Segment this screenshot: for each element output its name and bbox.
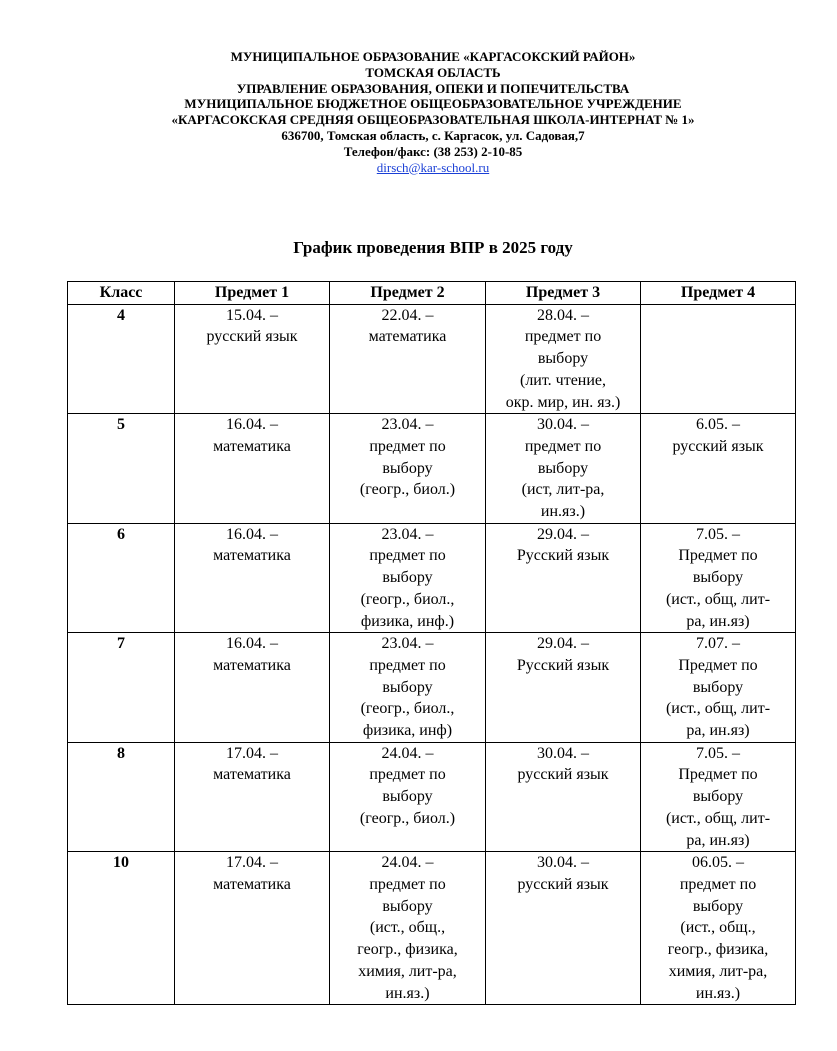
cell-text-line: Предмет по [678, 766, 758, 784]
cell-text-line: 06.05. – [692, 854, 744, 872]
cell-text-line: физика, инф) [362, 722, 453, 740]
class-cell: 4 [68, 304, 175, 414]
cell-text-line: выбору [382, 569, 433, 587]
cell-text-line: математика [213, 656, 291, 674]
table-row [68, 414, 796, 524]
letterhead-institution-type: МУНИЦИПАЛЬНОЕ БЮДЖЕТНОЕ ОБЩЕОБРАЗОВАТЕЛЬНОЕ УЧРЕЖДЕНИЕ [184, 96, 682, 112]
cell-text-line: 16.04. – [226, 635, 278, 653]
letterhead-department: УПРАВЛЕНИЕ ОБРАЗОВАНИЯ, ОПЕКИ И ПОПЕЧИТЕЛЬСТВА [236, 80, 630, 96]
cell-text-line: выбору [692, 897, 744, 915]
cell-text-line: ин.яз.) [385, 984, 430, 1002]
table-row [68, 742, 796, 852]
cell-text-line: 30.04. – [537, 416, 589, 434]
cell-text-line: выбору [692, 678, 744, 696]
table-row [68, 523, 796, 633]
cell-text-line: 16.04. – [226, 416, 278, 434]
cell-text-line: (ист., общ, лит- [665, 590, 771, 608]
cell-text-line: выбору [692, 569, 744, 587]
cell-text-line: (геогр., биол.) [359, 481, 456, 499]
table-row [68, 852, 796, 1005]
class-cell: 10 [68, 852, 175, 1005]
cell-text-line: ра, ин.яз) [686, 722, 750, 740]
cell-text-line: (ист, лит-ра, [521, 481, 605, 499]
cell-text-line: ра, ин.яз) [686, 612, 750, 630]
class-cell: 6 [68, 523, 175, 633]
cell-text-line: предмет по [369, 656, 446, 674]
cell-text-line: (ист., общ, лит- [665, 700, 771, 718]
subject-1-cell [175, 633, 330, 743]
letterhead-email-line [0, 160, 837, 176]
subject-1-cell [175, 414, 330, 524]
table-header-row [68, 282, 796, 305]
cell-text-line: геогр., физика, [357, 941, 458, 959]
subject-3-cell [486, 414, 641, 524]
table-row [68, 633, 796, 743]
cell-text-line: 24.04. – [381, 854, 434, 872]
cell-text-line: выбору [382, 897, 433, 915]
cell-text-line: 30.04. – [537, 854, 589, 872]
cell-text-line: математика [213, 875, 291, 893]
cell-text-line: предмет по [369, 766, 446, 784]
cell-text-line: (геогр., биол., [360, 700, 455, 718]
cell-text-line: 23.04. – [381, 416, 434, 434]
subject-4-cell [641, 304, 796, 414]
email-link[interactable]: dirsch@kar-school.ru [376, 159, 490, 175]
subject-2-cell [330, 742, 486, 852]
letterhead [0, 49, 837, 175]
cell-text-line: ин.яз.) [540, 503, 586, 521]
subject-3-cell [486, 742, 641, 852]
table-row [68, 304, 796, 414]
subject-3-cell [486, 852, 641, 1005]
cell-text-line: математика [213, 437, 291, 455]
cell-text-line: выбору [382, 678, 433, 696]
subject-2-cell [330, 304, 486, 414]
cell-text-line: (геогр., биол., [360, 590, 455, 608]
cell-text-line: (ист., общ, лит- [665, 809, 771, 827]
subject-2-cell [330, 523, 486, 633]
cell-text-line: 28.04. – [537, 306, 589, 324]
class-cell: 5 [68, 414, 175, 524]
subject-4-cell [641, 523, 796, 633]
cell-text-line: математика [213, 766, 291, 784]
subject-3-cell [486, 304, 641, 414]
subject-4-cell [641, 633, 796, 743]
subject-2-cell [330, 633, 486, 743]
cell-text-line: 29.04. – [537, 525, 589, 543]
page-title: График проведения ВПР в 2025 году [293, 238, 573, 257]
cell-text-line: 17.04. – [226, 854, 278, 872]
cell-text-line: 7.07. – [696, 635, 740, 653]
cell-text-line: (ист., общ., [369, 919, 446, 937]
header-class: Класс [68, 282, 175, 305]
cell-text-line: 23.04. – [381, 635, 434, 653]
cell-text-line: предмет по [524, 328, 602, 346]
header-subject-2: Предмет 2 [330, 282, 486, 305]
cell-text-line: 17.04. – [226, 744, 278, 762]
cell-text-line: химия, лит-ра, [668, 962, 768, 980]
cell-text-line: предмет по [679, 875, 757, 893]
subject-4-cell [641, 742, 796, 852]
cell-text-line: (геогр., биол.) [359, 809, 456, 827]
subject-3-cell [486, 633, 641, 743]
table-body [68, 304, 796, 1005]
cell-text-line: предмет по [369, 875, 446, 893]
cell-text-line: химия, лит-ра, [358, 962, 457, 980]
letterhead-school-name: «КАРГАСОКСКАЯ СРЕДНЯЯ ОБЩЕОБРАЗОВАТЕЛЬНАЯ ШКОЛА-ИНТЕРНАТ № 1» [171, 112, 695, 128]
subject-4-cell [641, 414, 796, 524]
cell-text-line: 7.05. – [696, 744, 740, 762]
cell-text-line: математика [368, 328, 447, 346]
cell-text-line: предмет по [369, 547, 446, 565]
cell-text-line: 23.04. – [381, 525, 434, 543]
cell-text-line: Предмет по [678, 547, 758, 565]
cell-text-line: русский язык [206, 328, 298, 346]
header-subject-1: Предмет 1 [175, 282, 330, 305]
subject-1-cell [175, 852, 330, 1005]
cell-text-line: выбору [382, 459, 433, 477]
cell-text-line: предмет по [524, 437, 602, 455]
letterhead-address: 636700, Томская область, с. Каргасок, ул. Садовая,7 [281, 127, 585, 143]
letterhead-phone: Телефон/факс: (38 253) 2-10-85 [343, 143, 523, 159]
cell-text-line: русский язык [517, 766, 609, 784]
class-cell: 8 [68, 742, 175, 852]
letterhead-municipality: МУНИЦИПАЛЬНОЕ ОБРАЗОВАНИЕ «КАРГАСОКСКИЙ РАЙОН» [230, 49, 636, 64]
cell-text-line: 7.05. – [696, 525, 740, 543]
cell-text-line: 24.04. – [381, 744, 434, 762]
cell-text-line: окр. мир, ин. яз.) [505, 393, 621, 411]
cell-text-line: 30.04. – [537, 744, 589, 762]
cell-text-line: русский язык [672, 437, 764, 455]
cell-text-line: выбору [537, 459, 589, 477]
cell-text-line: выбору [382, 788, 433, 806]
cell-text-line: математика [213, 547, 291, 565]
cell-text-line: ра, ин.яз) [686, 831, 750, 849]
subject-3-cell [486, 523, 641, 633]
cell-text-line: (ист., общ., [680, 919, 756, 937]
cell-text-line: русский язык [517, 875, 609, 893]
subject-2-cell [330, 414, 486, 524]
header-subject-3: Предмет 3 [486, 282, 641, 305]
cell-text-line: физика, инф.) [360, 612, 455, 630]
cell-text-line: 16.04. – [226, 525, 278, 543]
cell-text-line: предмет по [369, 437, 446, 455]
cell-text-line: геогр., физика, [667, 941, 769, 959]
cell-text-line: Русский язык [516, 547, 610, 565]
subject-4-cell [641, 852, 796, 1005]
cell-text-line: ин.яз.) [695, 984, 741, 1002]
cell-text-line: 6.05. – [696, 416, 740, 434]
subject-1-cell [175, 304, 330, 414]
cell-text-line: 29.04. – [537, 635, 589, 653]
class-cell: 7 [68, 633, 175, 743]
cell-text-line: выбору [692, 788, 744, 806]
cell-text-line: Русский язык [516, 656, 610, 674]
cell-text-line: Предмет по [678, 656, 758, 674]
cell-text-line: 22.04. – [381, 306, 434, 324]
subject-1-cell [175, 742, 330, 852]
cell-text-line: 15.04. – [226, 306, 278, 324]
cell-text-line: (лит. чтение, [519, 371, 607, 389]
subject-2-cell [330, 852, 486, 1005]
subject-1-cell [175, 523, 330, 633]
vpr-schedule-table [67, 281, 796, 1005]
letterhead-region: ТОМСКАЯ ОБЛАСТЬ [365, 64, 501, 80]
cell-text-line: выбору [537, 350, 589, 368]
header-subject-4: Предмет 4 [641, 282, 796, 305]
